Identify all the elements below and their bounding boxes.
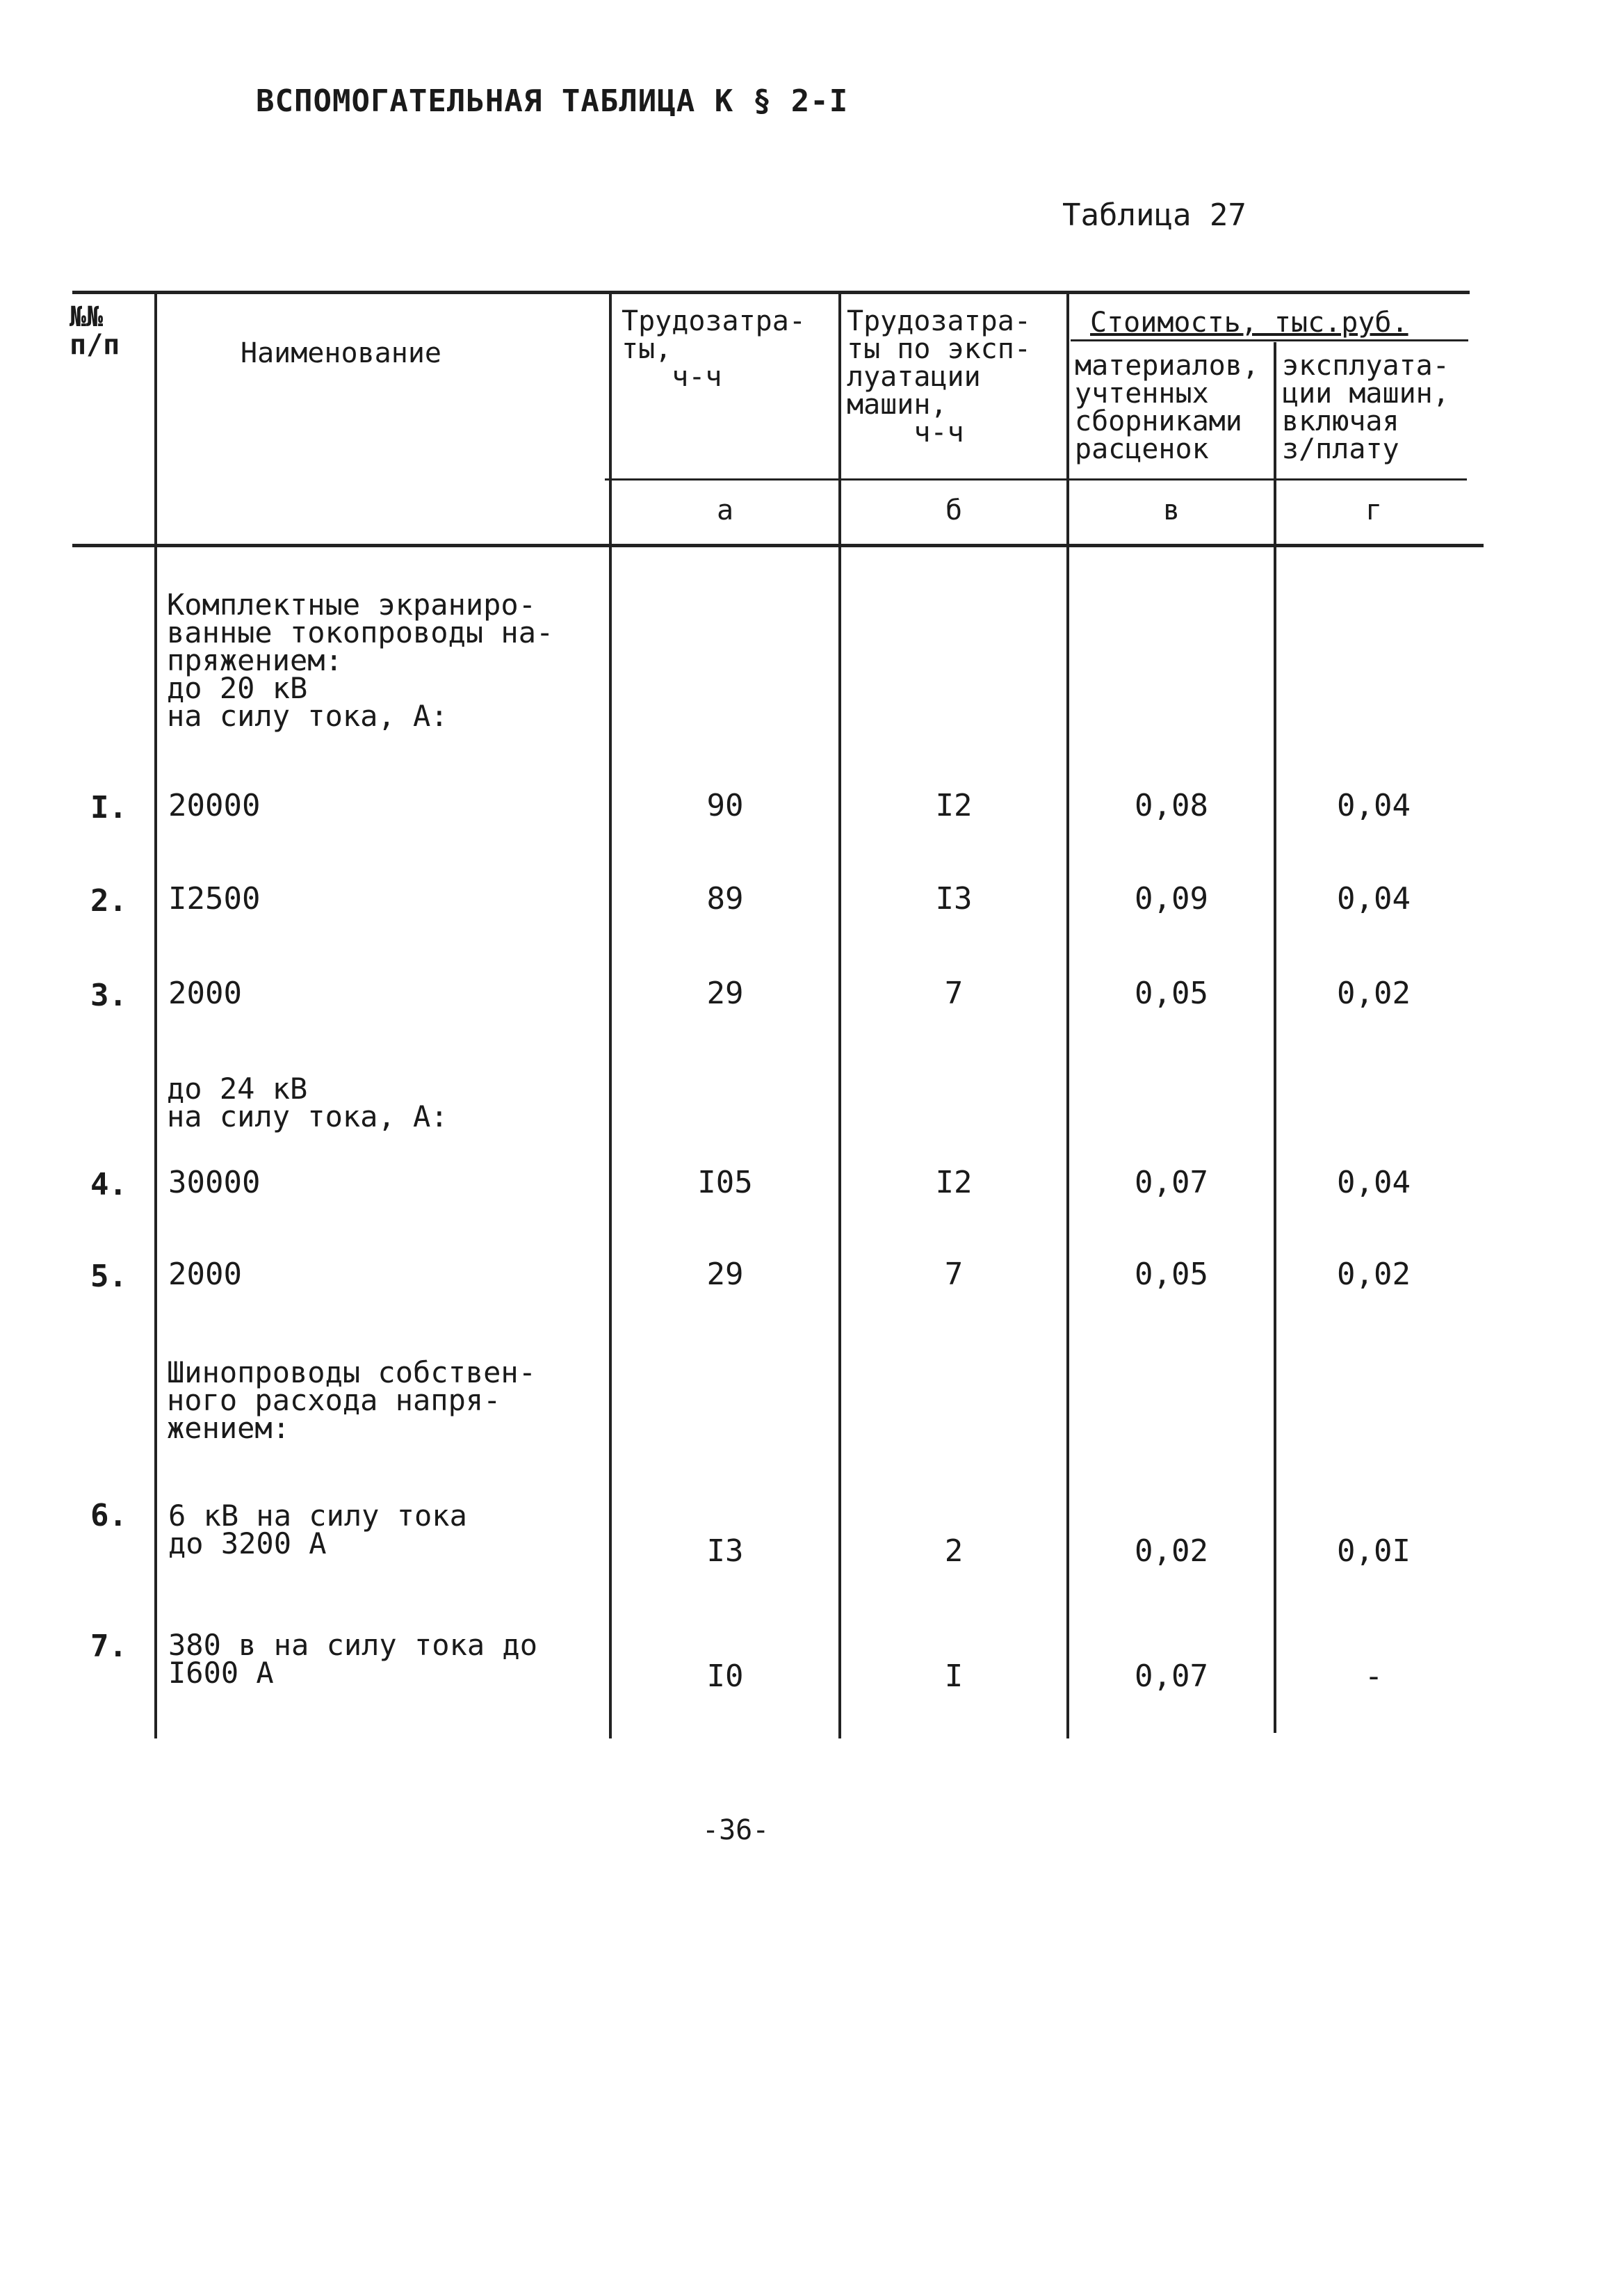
row-materials: 0,07 xyxy=(1135,1165,1208,1200)
row-materials: 0,08 xyxy=(1135,788,1208,823)
col-letter-g: г xyxy=(1365,494,1383,526)
header-operation: эксплуата- ции машин, включая з/плату xyxy=(1282,350,1450,465)
header-bottom-rule xyxy=(72,544,1484,547)
table-label: Таблица 27 xyxy=(1062,197,1247,233)
cost-subheader-rule xyxy=(1071,339,1468,341)
section-heading-20kv: Комплектные экраниро- ванные токопроводы на- пряжением: до 20 кВ на силу тока, А: xyxy=(167,588,554,733)
row-name: 30000 xyxy=(168,1165,261,1200)
header-machine-labor: Трудозатра- ты по эксп- луатации машин, ч-ч xyxy=(847,305,1031,449)
row-operation: - xyxy=(1364,1659,1383,1694)
document-title: ВСПОМОГАТЕЛЬНАЯ ТАБЛИЦА К § 2-I xyxy=(256,83,849,119)
row-name: 2000 xyxy=(168,1257,242,1292)
col-divider-5 xyxy=(1274,342,1276,1733)
row-labor: 90 xyxy=(706,788,744,823)
row-machine-labor: I2 xyxy=(935,788,973,823)
row-operation: 0,02 xyxy=(1337,976,1411,1011)
row-labor: 89 xyxy=(706,881,744,917)
header-materials: материалов, учтенных сборниками расценок xyxy=(1075,350,1259,465)
row-number: 5. xyxy=(90,1259,127,1294)
col-letter-a: а xyxy=(716,494,734,526)
row-operation: 0,02 xyxy=(1337,1257,1411,1292)
row-name: 380 в на силу тока до I600 А xyxy=(168,1628,538,1690)
row-materials: 0,05 xyxy=(1135,1257,1208,1292)
row-materials: 0,07 xyxy=(1135,1659,1208,1694)
section-heading-24kv: до 24 кВ на силу тока, А: xyxy=(167,1072,448,1133)
header-name: Наименование xyxy=(241,337,441,369)
row-machine-labor: 7 xyxy=(944,1257,964,1292)
row-number: 6. xyxy=(90,1498,127,1533)
header-num: №№ п/п xyxy=(70,301,120,361)
row-number: 7. xyxy=(90,1629,127,1664)
row-operation: 0,04 xyxy=(1337,788,1411,823)
col-letter-v: в xyxy=(1162,494,1180,526)
table-top-rule xyxy=(72,291,1470,294)
row-operation: 0,04 xyxy=(1337,1165,1411,1200)
row-name: 2000 xyxy=(168,976,242,1011)
row-name: 6 кВ на силу тока до 3200 А xyxy=(168,1499,467,1560)
row-number: 4. xyxy=(90,1167,127,1202)
row-machine-labor: 7 xyxy=(944,976,964,1011)
header-labor: Трудозатра- ты, ч-ч xyxy=(622,305,806,393)
row-labor: 29 xyxy=(706,976,744,1011)
row-name: 20000 xyxy=(168,788,261,823)
row-operation: 0,04 xyxy=(1337,881,1411,917)
section-heading-busbars: Шинопроводы собствен- ного расхода напря- жением: xyxy=(167,1355,537,1445)
row-machine-labor: I2 xyxy=(935,1165,973,1200)
row-labor: 29 xyxy=(706,1257,744,1292)
row-number: I. xyxy=(90,790,127,825)
row-machine-labor: I xyxy=(944,1659,964,1694)
col-divider-1 xyxy=(154,292,157,1738)
page-number: -36- xyxy=(702,1814,770,1846)
row-labor: I0 xyxy=(706,1659,744,1694)
header-cost-group: Стоимость, тыс.руб. xyxy=(1090,307,1408,339)
row-machine-labor: I3 xyxy=(935,881,973,917)
row-labor: I05 xyxy=(697,1165,753,1200)
row-labor: I3 xyxy=(706,1533,744,1569)
col-letter-b: б xyxy=(945,494,963,526)
row-materials: 0,02 xyxy=(1135,1533,1208,1569)
header-divider-rule xyxy=(605,478,1467,481)
row-materials: 0,05 xyxy=(1135,976,1208,1011)
row-name: I2500 xyxy=(168,881,261,917)
row-number: 2. xyxy=(90,883,127,919)
row-operation: 0,0I xyxy=(1337,1533,1411,1569)
row-materials: 0,09 xyxy=(1135,881,1208,917)
row-number: 3. xyxy=(90,978,127,1013)
row-machine-labor: 2 xyxy=(944,1533,964,1569)
